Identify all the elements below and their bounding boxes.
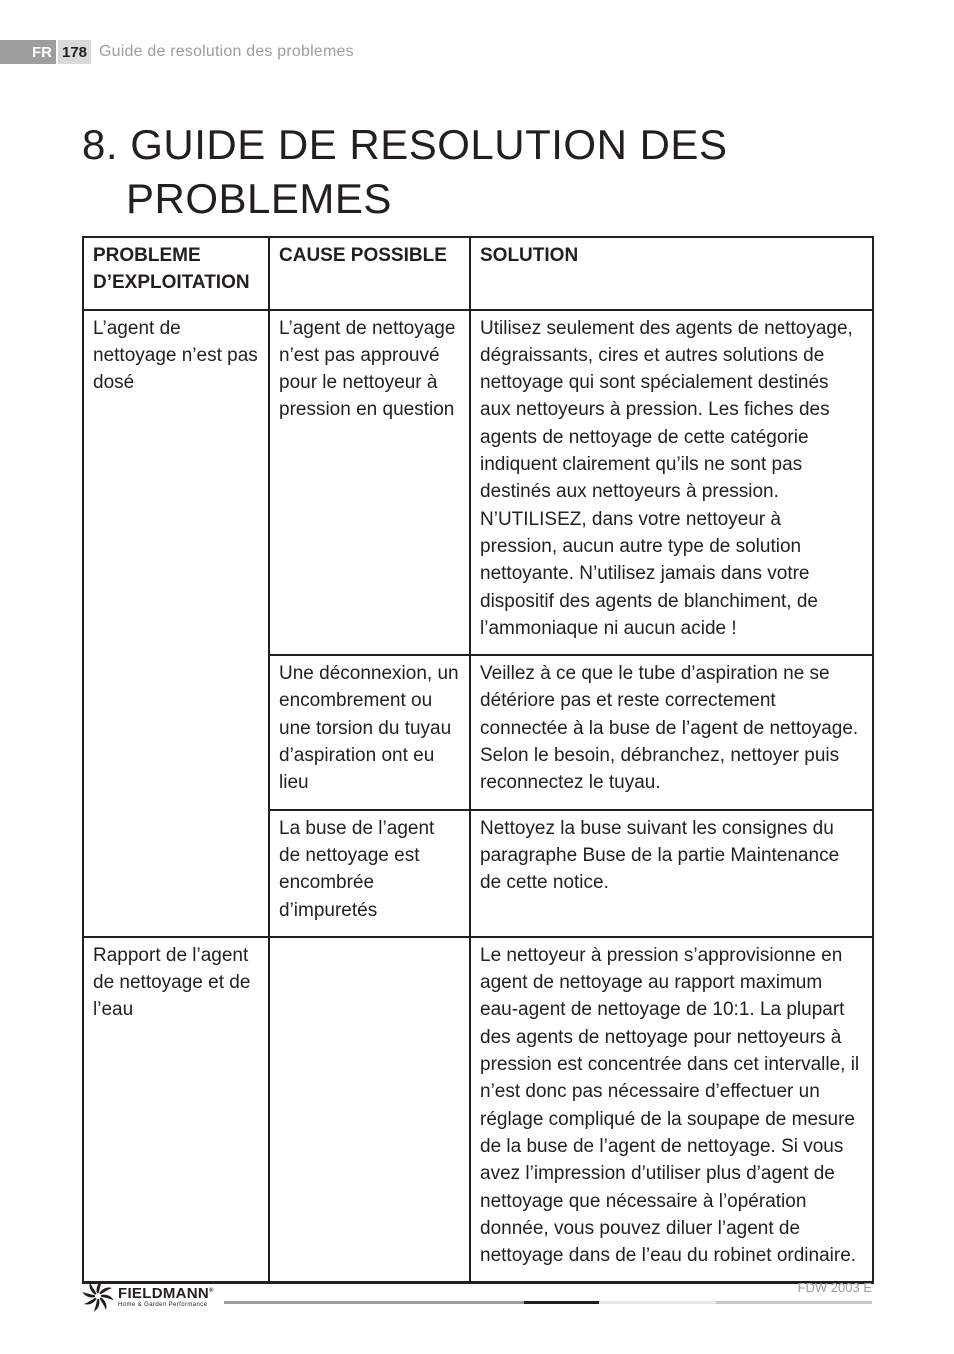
brand-tagline: Home & Garden Performance [118,1301,208,1308]
page-header [0,40,354,64]
cause-cell: L’agent de nettoyage n’est pas approuvé pour le nettoyeur à pression en question [269,310,470,656]
title-line-2: PROBLEMES [126,175,392,222]
problem-cell: Rapport de l’agent de nettoyage et de l’eau [83,937,269,1283]
problem-cell: L’agent de nettoyage n’est pas dosé [83,310,269,937]
cause-cell: Une déconnexion, un encombrement ou une torsion du tuyau d’aspiration ont eu lieu [269,655,470,809]
solution-cell: Utilisez seulement des agents de nettoyage, dégraissants, cires et autres solutions de nettoyage qui sont spécialement destinés aux nettoyeurs à pression. Les fiches des agents de nettoyage de cette catégorie indiquent clairement qu’ils ne sont pas destinés aux nettoyeurs à pression. N’UTILISEZ, dans votre nettoyeur à pression, aucun autre type de solution nettoyante. N’utilisez jamais dans votre dispositif des agents de blanchiment, de l’ammoniaque ni aucun acide ! [470,310,873,656]
running-header: Guide de resolution des problemes [99,43,354,60]
header-solution: SOLUTION [470,237,873,310]
table-row [83,310,873,656]
header-problem: PROBLEME D’EXPLOITATION [83,237,269,310]
fieldmann-logo [82,1280,214,1312]
footer-rule-mid [716,1301,872,1304]
footer-rule-dark [524,1301,599,1304]
cause-cell [269,937,470,1283]
cause-cell: La buse de l’agent de nettoyage est encombrée d’impuretés [269,810,470,937]
solution-cell: Veillez à ce que le tube d’aspiration ne se détériore pas et reste correctement connectée à la buse de l’agent de nettoyage. Selon le besoin, débranchez, nettoyer puis reconnectez le tuyau. [470,655,873,809]
header-cause: CAUSE POSSIBLE [269,237,470,310]
fan-blades-icon [82,1280,114,1312]
page-number: 178 [58,40,91,64]
troubleshooting-table [82,236,874,1284]
language-tab: FR [0,40,56,64]
title-line-1: 8. GUIDE DE RESOLUTION DES [82,121,728,168]
solution-cell: Nettoyez la buse suivant les consignes du paragraphe Buse de la partie Maintenance de cette notice. [470,810,873,937]
page-footer [82,1276,872,1316]
model-number: FDW 2003 E [797,1280,872,1295]
page-title [82,118,727,226]
brand-name: FIELDMANN® [118,1284,214,1302]
footer-rule-light [599,1301,716,1304]
table-header-row [83,237,873,310]
solution-cell: Le nettoyeur à pression s’approvisionne en agent de nettoyage au rapport maximum eau-agent de nettoyage de 10:1. La plupart des agents de nettoyage pour nettoyeurs à pression est concentrée dans cet intervalle, il n’est donc pas nécessaire d’effectuer un réglage compliqué de la soupape de mesure de la buse de l’agent de nettoyage. Si vous avez l’impression d’utiliser plus d’agent de nettoyage que nécessaire à l’opération donnée, vous pouvez diluer l’agent de nettoyage dans de l’eau du robinet ordinaire. [470,937,873,1283]
footer-rule-grey [224,1301,524,1304]
table-row [83,937,873,1283]
